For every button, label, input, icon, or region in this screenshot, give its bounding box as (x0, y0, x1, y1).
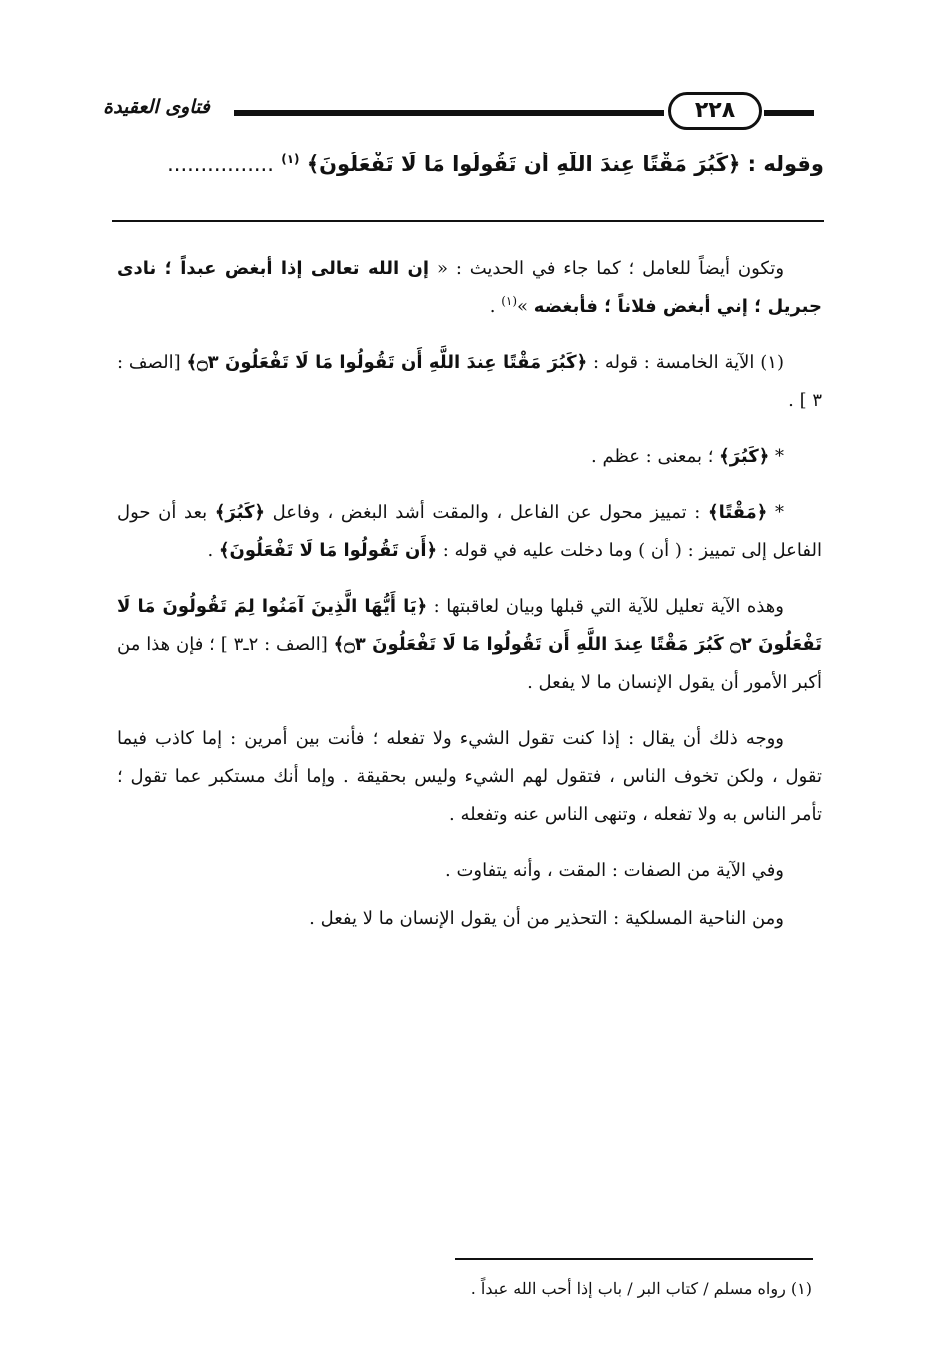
verse-word: ﴿كَبُرَ﴾ (719, 446, 770, 467)
paragraph-text: [الصف : ٢ـ٣ ] ؛ فإن هذا من أكبر الأمور أن يقول الإنسان ما لا يفعل . (117, 634, 822, 693)
paragraph-hadith (117, 250, 822, 326)
paragraph-reasoning (117, 720, 822, 834)
paragraph-text: وفي الآية من الصفات : المقت ، وأنه يتفاوت . (445, 860, 784, 881)
paragraph-text: وهذه الآية تعليل للآية التي قبلها وبيان لعاقبتها : (427, 596, 784, 617)
paragraph-explanation (117, 588, 822, 702)
heading-dots: ................ (167, 152, 274, 176)
paragraph-attributes (117, 852, 822, 890)
page-number: ٢٢٨ (668, 92, 762, 130)
running-header (84, 92, 814, 136)
paragraph-text: ووجه ذلك أن يقال : إذا كنت تقول الشيء ولا تفعله ؛ فأنت بين أمرين : إما كاذب فيما تقول ، ولكن تخوف الناس ، فتقول لهم الشيء وليس بحقيقة . وإما أنك مستكبر عما تقول ؛ تأمر الناس به ولا تفعله ، وتنهى الناس عنه وتفعله . (117, 728, 822, 825)
verse-reference: [الصف : ٣ ] . (117, 352, 822, 411)
quote-close: » (517, 296, 534, 317)
footnote-divider (455, 1258, 813, 1260)
paragraph-text: (١) الآية الخامسة : قوله : (587, 352, 784, 373)
heading-prefix: وقوله : (740, 152, 824, 176)
verse-quote: ﴿كَبُرَ مَقْتًا عِندَ اللَّهِ أَن تَقُولُوا مَا لَا تَفْعَلُونَ ۝٣﴾ (186, 352, 588, 373)
hadith-text: إن الله تعالى إذا أبغض عبداً ؛ نادى جبريل ؛ إني أبغض فلاناً ؛ فأبغضه (117, 258, 822, 317)
paragraph-text: ؛ بمعنى : عظم . (591, 446, 720, 467)
paragraph-fifth-verse (117, 344, 822, 420)
header-rule-right (764, 110, 814, 116)
paragraph-maqtan (117, 494, 822, 570)
verse-word: ﴿مَقْتًا﴾ (708, 502, 768, 523)
verse-word: ﴿كَبُرَ﴾ (214, 502, 265, 523)
paragraph-end: . (489, 296, 502, 317)
section-heading (124, 152, 824, 176)
bullet-star: * (769, 446, 784, 467)
heading-footnote-ref: (١) (281, 152, 300, 166)
footnote-ref: (١) (501, 294, 518, 308)
verse-quote: ﴿يَا أَيُّهَا الَّذِينَ آمَنُوا لِمَ تَقُولُونَ مَا لَا تَفْعَلُونَ ۝٢ كَبُرَ مَقْتًا عِندَ اللَّهِ أَن تَقُولُوا مَا لَا تَفْعَلُونَ ۝٣﴾ (117, 596, 823, 655)
heading-divider (112, 220, 824, 222)
heading-quote: ﴿كَبُرَ مَقْتًا عِندَ اللَّهِ أَن تَقُولُوا مَا لَا تَفْعَلُونَ﴾ (306, 152, 741, 176)
paragraph-end: . (207, 540, 219, 561)
footnote: (١) رواه مسلم / كتاب البر / باب إذا أحب الله عبداً . (470, 1279, 812, 1298)
paragraph-kabura (117, 438, 822, 476)
verse-quote: ﴿أَن تَقُولُوا مَا لَا تَفْعَلُونَ﴾ (218, 540, 438, 561)
paragraph-conduct (117, 900, 822, 938)
body-text (117, 250, 822, 956)
paragraph-text: وتكون أيضاً للعامل ؛ كما جاء في الحديث : « (429, 258, 785, 279)
bullet-star: * (767, 502, 784, 523)
running-title: فتاوى العقيدة (103, 96, 210, 118)
paragraph-text: ومن الناحية المسلكية : التحذير من أن يقول الإنسان ما لا يفعل . (309, 908, 784, 929)
header-rule-left (234, 110, 664, 116)
paragraph-text: : تمييز محول عن الفاعل ، والمقت أشد البغض ، وفاعل (264, 502, 709, 523)
paragraph-text: بعد أن حول الفاعل إلى تمييز : ( أن ) وما دخلت عليه في قوله : (117, 502, 822, 561)
